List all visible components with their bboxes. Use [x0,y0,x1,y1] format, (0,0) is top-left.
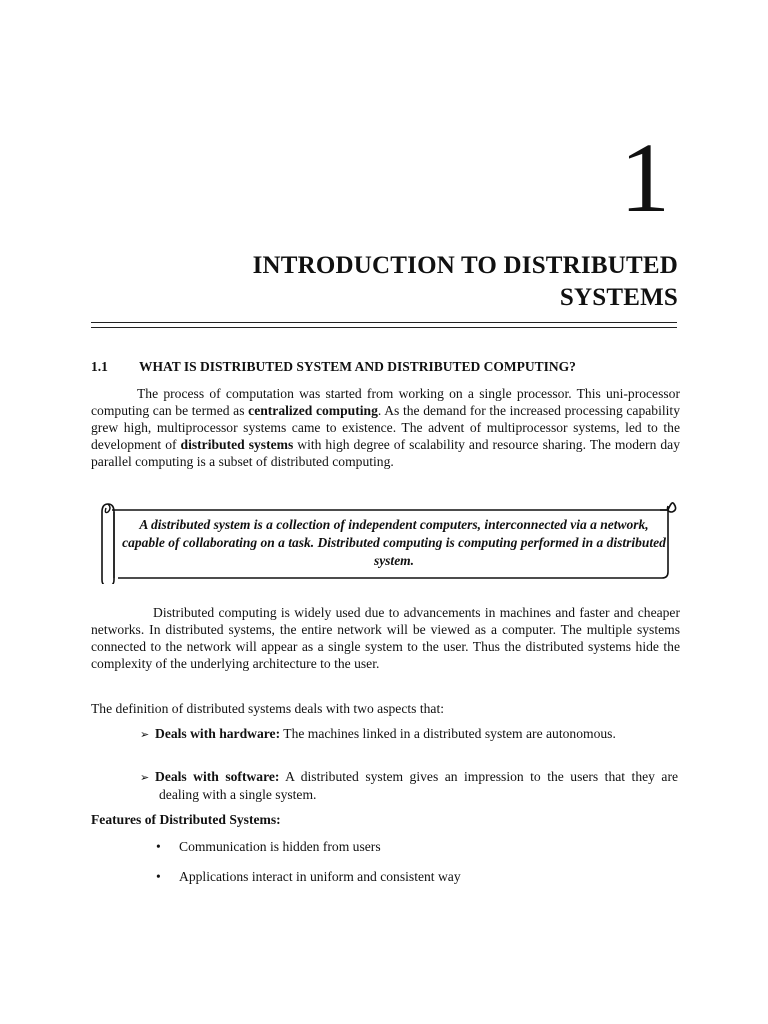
bullet-icon: • [156,869,161,884]
arrow-bullet-icon: ➢ [140,728,150,741]
intro-text-3: with high degree of scalability and resource sharing. The modern day parallel computing is a subset of distributed computing. [91,437,680,469]
term-distributed-systems: distributed systems [180,437,294,452]
aspect-text: The machines linked in a distributed system are autonomous. [280,726,616,741]
chapter-number: 1 [620,122,670,233]
chapter-title-line2: SYSTEMS [559,284,678,311]
section-heading [91,359,691,375]
arrow-bullet-icon: ➢ [140,771,150,784]
features-heading: Features of Distributed Systems: [91,812,281,827]
title-rule-top [91,322,677,323]
aspect-software [140,768,678,803]
section-title: WHAT IS DISTRIBUTED SYSTEM AND DISTRIBUTED COMPUTING? [139,359,576,374]
list-item [156,838,381,855]
definition-text: A distributed system is a collection of independent computers, interconnected via a network, capable of collaborating on a task. Distributed computing is computing performed in a distributed system. [122,517,666,568]
distributed-computing-paragraph: Distributed computing is widely used due to advancements in machines and faster and cheaper networks. In distributed systems, the entire network will be viewed as a computer. The multiple systems connected to the network will appear as a single system to the user. Thus the distributed systems hide the complexity of the underlying architecture to the user. [91,605,680,671]
chapter-title [118,250,678,314]
definition-aspects-intro: The definition of distributed systems deals with two aspects that: [91,701,444,716]
list-item [156,868,461,885]
aspect-label: Deals with hardware: [155,726,281,741]
aspect-hardware [140,725,678,743]
chapter-title-line1: INTRODUCTION TO DISTRIBUTED [252,252,678,279]
title-rule-bottom [91,327,677,328]
intro-text-1: The process of computation was started from working on a single processor. This uni-processor computing can be termed as [91,386,680,418]
list-item-text: Applications interact in uniform and consistent way [179,869,461,884]
aspect-label: Deals with software: [155,769,280,784]
aspect-text: A distributed system gives an impression to the users that they are dealing with a single system. [159,769,679,802]
intro-text-2: . As the demand for the increased processing capability grew high, multiprocessor systems came to existence. The advent of multiprocessor systems, led to the development of [91,403,680,452]
section-number: 1.1 [91,359,108,374]
bullet-icon: • [156,839,161,854]
intro-paragraph [91,385,680,470]
term-centralized-computing: centralized computing [248,403,378,418]
list-item-text: Communication is hidden from users [179,839,381,854]
